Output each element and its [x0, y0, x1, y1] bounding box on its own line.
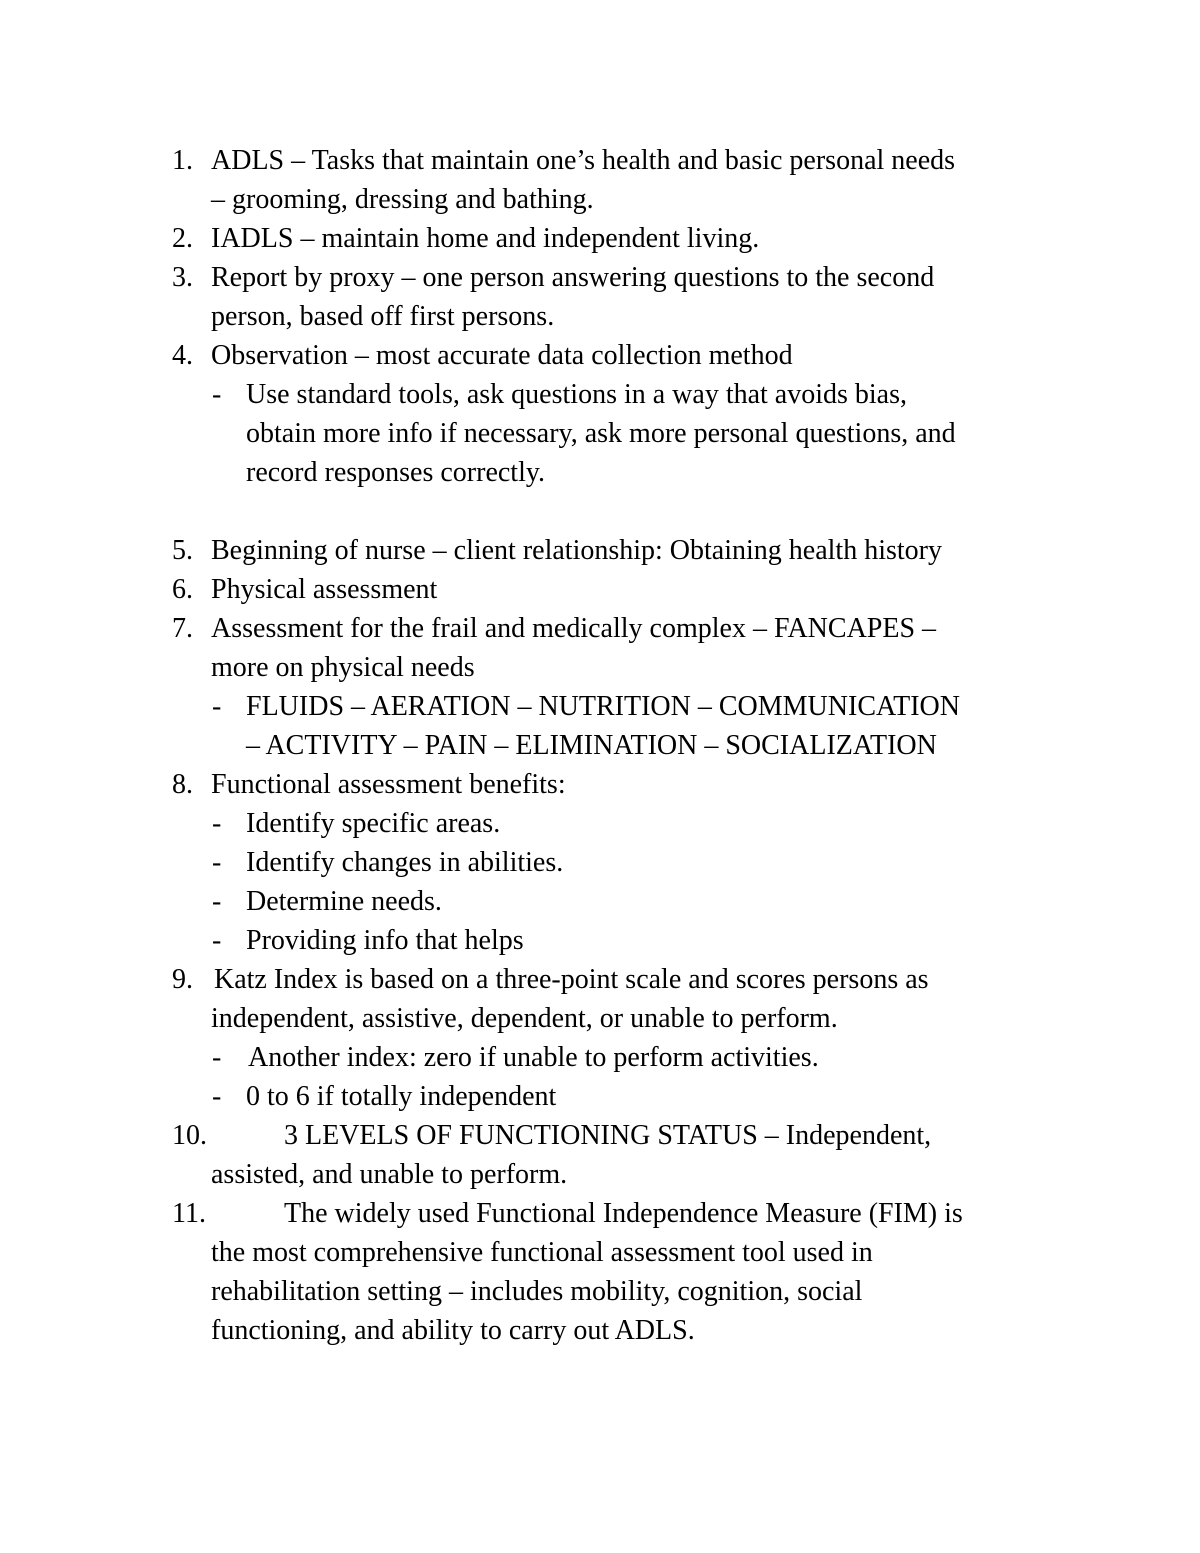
- sub-bullet-marker: -: [212, 925, 222, 956]
- list-item-text: Observation – most accurate data collection method: [211, 340, 793, 371]
- list-item-text: the most comprehensive functional assessment tool used in: [211, 1237, 873, 1268]
- sub-bullet-text: – ACTIVITY – PAIN – ELIMINATION – SOCIALIZATION: [246, 730, 937, 761]
- sub-bullet-marker: -: [212, 886, 222, 917]
- sub-bullet-text: Determine needs.: [246, 886, 442, 917]
- list-item-text: more on physical needs: [211, 652, 475, 683]
- sub-bullet-marker: -: [212, 379, 222, 410]
- sub-bullet-text: obtain more info if necessary, ask more personal questions, and: [246, 418, 956, 449]
- list-item-text: person, based off first persons.: [211, 301, 555, 332]
- list-item-text: IADLS – maintain home and independent living.: [211, 223, 760, 254]
- sub-bullet-text: Use standard tools, ask questions in a way that avoids bias,: [246, 379, 908, 410]
- list-item-text: Beginning of nurse – client relationship: Obtaining health history: [211, 535, 942, 566]
- list-marker: 6.: [172, 574, 193, 605]
- list-item-text: assisted, and unable to perform.: [211, 1159, 568, 1190]
- sub-bullet-text: Identify changes in abilities.: [246, 847, 564, 878]
- list-item-text: Assessment for the frail and medically complex – FANCAPES –: [211, 613, 937, 644]
- sub-bullet-marker: -: [212, 847, 222, 878]
- list-marker: 2.: [172, 223, 193, 254]
- list-item-text: ADLS – Tasks that maintain one’s health and basic personal needs: [211, 145, 956, 176]
- list-marker: 3.: [172, 262, 193, 293]
- list-marker: 7.: [172, 613, 193, 644]
- list-item-text: 3 LEVELS OF FUNCTIONING STATUS – Independent,: [284, 1120, 932, 1151]
- list-item-text: Report by proxy – one person answering questions to the second: [211, 262, 935, 293]
- sub-bullet-marker: -: [212, 808, 222, 839]
- list-item-text: Katz Index is based on a three-point scale and scores persons as: [214, 964, 929, 995]
- list-item-text: functioning, and ability to carry out ADLS.: [211, 1315, 695, 1346]
- list-marker: 4.: [172, 340, 193, 371]
- list-marker: 9.: [172, 964, 193, 995]
- list-item-text: independent, assistive, dependent, or unable to perform.: [211, 1003, 838, 1034]
- list-item-text: rehabilitation setting – includes mobility, cognition, social: [211, 1276, 863, 1307]
- sub-bullet-marker: -: [212, 691, 222, 722]
- list-marker: 8.: [172, 769, 193, 800]
- sub-bullet-text: Providing info that helps: [246, 925, 524, 956]
- list-item-text: – grooming, dressing and bathing.: [211, 184, 594, 215]
- list-marker: 10.: [172, 1120, 207, 1151]
- sub-bullet-text: 0 to 6 if totally independent: [246, 1081, 557, 1112]
- sub-bullet-text: Identify specific areas.: [246, 808, 501, 839]
- list-item-text: The widely used Functional Independence Measure (FIM) is: [284, 1198, 963, 1229]
- list-item-text: Physical assessment: [211, 574, 438, 605]
- sub-bullet-marker: -: [212, 1081, 222, 1112]
- list-marker: 1.: [172, 145, 193, 176]
- sub-bullet-text: Another index: zero if unable to perform activities.: [248, 1042, 819, 1073]
- list-marker: 11.: [172, 1198, 206, 1229]
- sub-bullet-text: FLUIDS – AERATION – NUTRITION – COMMUNICATION: [246, 691, 960, 722]
- sub-bullet-marker: -: [212, 1042, 222, 1073]
- list-marker: 5.: [172, 535, 193, 566]
- sub-bullet-text: record responses correctly.: [246, 457, 546, 488]
- list-item-text: Functional assessment benefits:: [211, 769, 566, 800]
